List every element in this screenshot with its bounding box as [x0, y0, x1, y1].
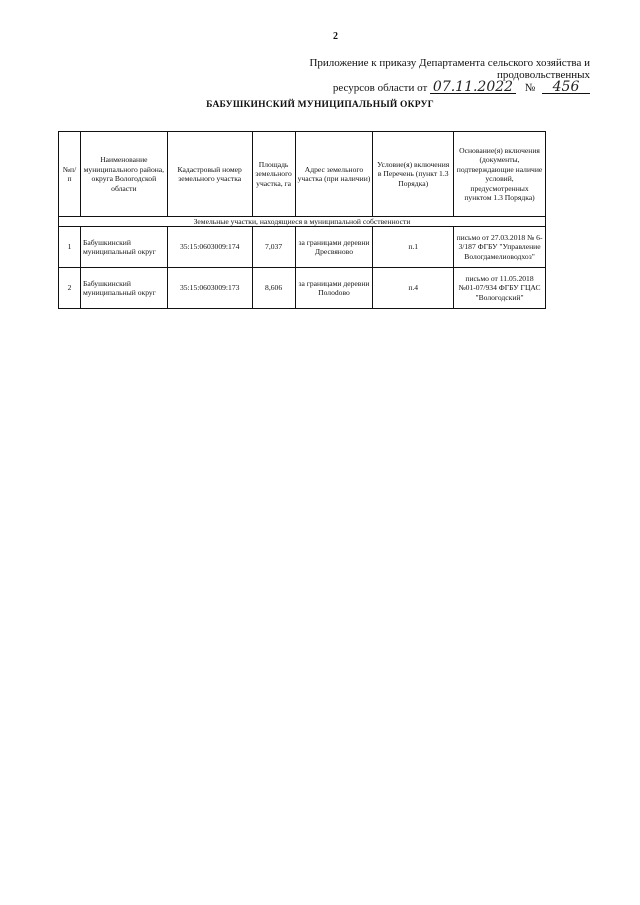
district-title: БАБУШКИНСКИЙ МУНИЦИПАЛЬНЫЙ ОКРУГ — [206, 100, 434, 110]
land-plots-table — [58, 131, 546, 309]
section-label: Земельные участки, находящиеся в муниципальной собственности — [59, 217, 546, 227]
page-number: 2 — [333, 31, 338, 42]
cell-basis: письмо от 11.05.2018 №01-07/934 ФГБУ ГЦАС "Вологодский" — [454, 268, 546, 309]
appendix-line-1: Приложение к приказу Департамента сельского хозяйства и продовольственных — [309, 57, 590, 81]
appendix-line-2 — [250, 81, 590, 94]
cell-cadastral: 35:15:0603009:174 — [167, 227, 252, 268]
header-num: №п/п — [59, 132, 81, 217]
table-row — [59, 227, 546, 268]
section-row — [59, 217, 546, 227]
cell-cadastral: 35:15:0603009:173 — [167, 268, 252, 309]
cell-condition: п.4 — [373, 268, 454, 309]
handwritten-order-number: 456 — [542, 81, 590, 94]
cell-area: 8,606 — [252, 268, 295, 309]
header-cadastral: Кадастровый номер земельного участка — [167, 132, 252, 217]
table-header-row — [59, 132, 546, 217]
cell-basis: письмо от 27.03.2018 № 6-3/187 ФГБУ "Управление Вологдамелиоводхоз" — [454, 227, 546, 268]
appendix-header — [250, 57, 590, 94]
cell-district-name: Бабушкинский муниципальный округ — [80, 268, 167, 309]
table-row — [59, 268, 546, 309]
cell-address: за границами деревни Дресвяново — [295, 227, 373, 268]
cell-address: за границами деревни Полodoво — [295, 268, 373, 309]
header-district-name: Наименование муниципального района, округа Вологодской области — [80, 132, 167, 217]
cell-condition: п.1 — [373, 227, 454, 268]
number-sign: № — [524, 82, 536, 94]
header-condition: Условие(я) включения в Перечень (пункт 1.3 Порядка) — [373, 132, 454, 217]
header-basis: Основание(я) включения (документы, подтверждающие наличие условий, предусмотренных пунктом 1.3 Порядка) — [454, 132, 546, 217]
cell-num: 1 — [59, 227, 81, 268]
cell-district-name: Бабушкинский муниципальный округ — [80, 227, 167, 268]
header-area: Площадь земельного участка, га — [252, 132, 295, 217]
handwritten-date: 07.11.2022 — [430, 81, 516, 94]
appendix-date-prefix: ресурсов области от — [332, 82, 428, 94]
cell-num: 2 — [59, 268, 81, 309]
cell-area: 7,037 — [252, 227, 295, 268]
header-address: Адрес земельного участка (при наличии) — [295, 132, 373, 217]
